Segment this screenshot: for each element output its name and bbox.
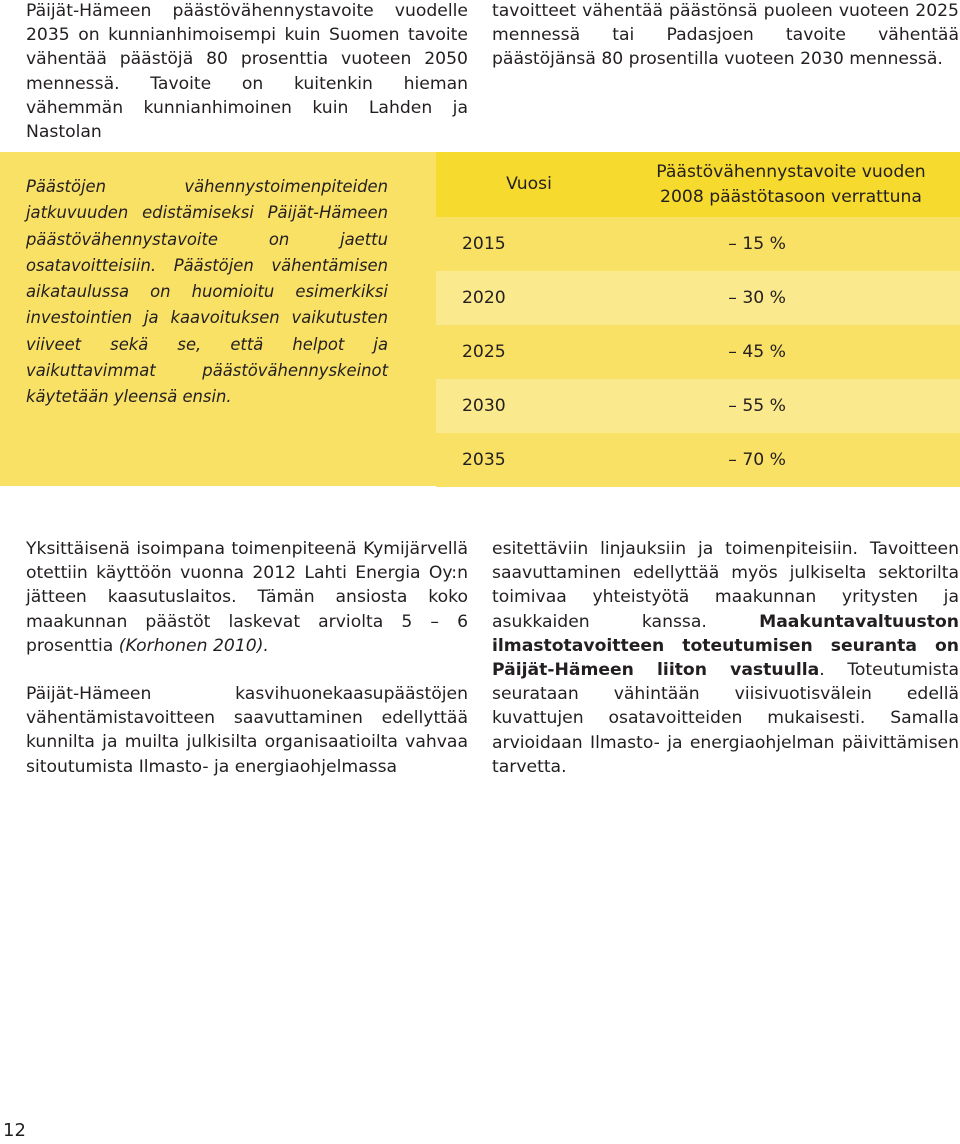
body-text-left [26,537,468,779]
page-number: 12 [3,1120,26,1141]
sidebar-note: Päästöjen vähennystoimenpiteiden jatkuvuuden edistämiseksi Päijät-Hämeen päästövähennystavoite on jaettu osatavoitteisiin. Päästöjen vähentämisen aikataulussa on huomioitu esimerkiksi investointien ja kaavoituksen vaikutusten viiveet sekä se, että helpot ja vaikuttavimmat päästövähennyskeinot käytetään yleensä ensin. [26,177,388,407]
table-row [436,217,960,271]
row-year: 2035 [436,433,622,487]
intro-text-left: Päijät-Hämeen päästövähennystavoite vuodelle 2035 on kunnianhimoisempi kuin Suomen tavoite vähentää päästöjä 80 prosenttia vuoteen 2050 mennessä. Tavoite on kuitenkin hieman vähemmän kunnianhimoinen kuin Lahden ja Nastolan [26,1,468,143]
table-header-row [436,152,960,217]
row-target: – 30 % [622,271,960,325]
header-target-line1: Päästövähennystavoite vuoden [656,161,926,182]
emission-target-table [436,152,960,487]
row-target: – 55 % [622,379,960,433]
row-target: – 70 % [622,433,960,487]
header-year: Vuosi [436,152,622,217]
row-year: 2015 [436,217,622,271]
paragraph-gasification-text: Yksittäisenä isoimpana toimenpiteenä Kymijärvellä otettiin käyttöön vuonna 2012 Lahti Energia Oy:n jätteen kaasutuslaitos. Tämän ansiosta koko maakunnan päästöt laskevat arviolta 5 – 6 prosenttia [26,539,468,656]
header-target-line2: 2008 päästötasoon verrattuna [660,186,922,207]
header-target [622,152,960,217]
row-year: 2030 [436,379,622,433]
body-text-right-start: esitettäviin linjauksiin ja toimenpiteisiin. Tavoitteen saavuttaminen edellyttää myös julkiselta sektorilta toimivaa yhteistyötä maakunnan yritysten ja asukkaiden kanssa. [492,539,959,632]
table-row [436,271,960,325]
paragraph-commitment: Päijät-Hämeen kasvihuonekaasupäästöjen vähentämistavoitteen saavuttaminen edellyttää kunnilta ja muilta julkisilta organisaatioilta vahvaa sitoutumista Ilmasto- ja energiaohjelmassa [26,684,468,777]
body-text-right-end: . Toteutumista seurataan vähintään viisivuotisvälein edellä kuvattujen osatavoitteiden mukaisesti. Samalla arvioidaan Ilmasto- ja energiaohjelman päivittämisen tarvetta. [492,660,959,777]
intro-text-right: tavoitteet vähentää päästönsä puoleen vuoteen 2025 mennessä tai Padasjoen tavoite vähentää päästöjänsä 80 prosentilla vuoteen 2030 mennessä. [492,1,959,70]
row-target: – 15 % [622,217,960,271]
table-row [436,379,960,433]
table-row [436,433,960,487]
table-row [436,325,960,379]
highlighted-responsibility: Maakuntavaltuuston ilmastotavoitteen toteutumisen seuranta on Päijät-Hämeen liiton vastuulla [492,611,959,681]
row-year: 2020 [436,271,622,325]
body-text-right [492,537,959,779]
row-target: – 45 % [622,325,960,379]
row-year: 2025 [436,325,622,379]
citation: (Korhonen 2010). [118,635,269,656]
paragraph-gasification [26,537,468,658]
